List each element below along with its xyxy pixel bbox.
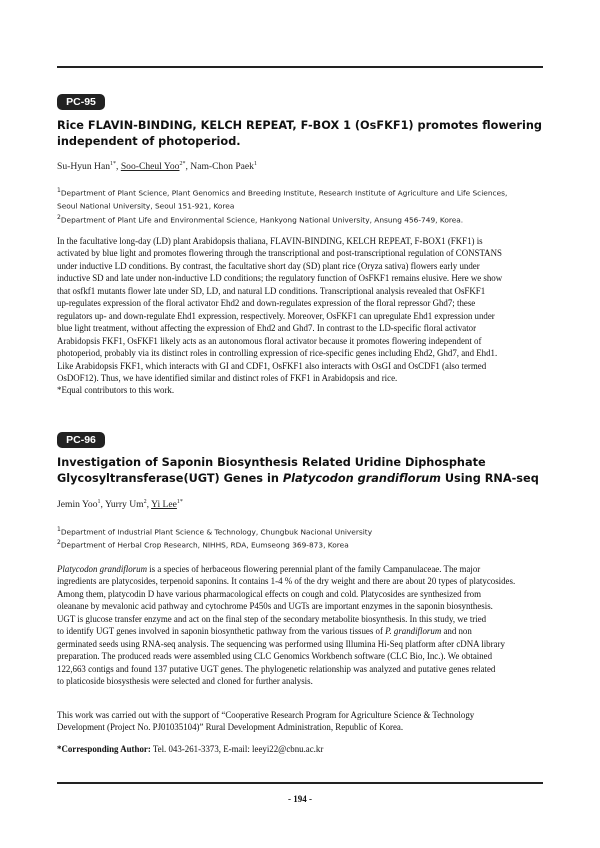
author: Soo-Cheul Yoo [120, 161, 180, 173]
author-sup: 2 [143, 499, 147, 505]
body-line: Like Arabidopsis FKF1, which interacts with GI and CDF1, OsFKF1 also interacts with OsGI and OsCDF1 (also termed [57, 360, 487, 371]
ack-line: This work was carried out with the support of “Cooperative Research Program for Agriculture Science & Technology [57, 710, 475, 720]
ack-line: Development (Project No. PJ01035104)” Rural Development Administration, Republic of Korea. [57, 722, 404, 733]
affiliation-line: $^2$Department of Herbal Crop Research, NIHHS, RDA, Eumseong 369-873, Korea [57, 539, 349, 550]
affiliations [57, 524, 547, 551]
author-sup: 1 [97, 499, 101, 505]
body-line: inductive SD and late under non-inductive LD conditions; the regulatory function of OsFKF1 remains elusive. Here we show [57, 273, 503, 284]
body-line: preparation. The produced reads were assembled using CLC Genomics Workbench software (CLC Bio, Inc.). We obtained [57, 651, 493, 662]
body-line: In the facultative long-day (LD) plant Arabidopsis thaliana, FLAVIN-BINDING, KELCH REPEAT, F-BOX1 (FKF1) is [57, 236, 483, 246]
body-line: under inductive LD conditions. By contrast, the facultative short day (SD) plant rice (Oryza sativa) flowers early under [57, 260, 480, 271]
author: Su-Hyun Han [57, 161, 111, 173]
author: Yurry Um [104, 499, 144, 511]
body-line: germinated seeds using RNA-seq analysis. The sequencing was performed using Illumina Hi-Seq platform after cDNA library [57, 638, 505, 649]
author-list: Jemin Yoo$^1$, Yurry Um$^2$, Yi Lee$^{1*}$ [57, 499, 183, 511]
acknowledgement [57, 709, 543, 734]
author: Jemin Yoo [57, 499, 98, 511]
affiliation-line: $^2$Department of Plant Life and Environmental Science, Hankyong National University, Ansung 456-749, Korea. [57, 213, 464, 225]
body-line: that osfkf1 mutants flower late under SD, LD, and natural LD conditions. Transcriptional analysis revealed that OsFKF1 [57, 285, 486, 296]
abstract-title [57, 455, 547, 487]
page-number: - 194 - [288, 794, 312, 804]
author-sup: 1* [176, 499, 183, 505]
affiliations [57, 185, 547, 225]
body-line: up-regulates expression of the floral activator Ehd2 and down-regulates expression of the floral repressor Ghd7; these [57, 298, 476, 309]
body-line: activated by blue light and promotes flowering through the transcriptional and post-transcriptional regulation of CONSTANS [57, 248, 502, 259]
body-line: to platicoside biosysthesis were selected and cloned for further analysis. [57, 676, 313, 687]
body-line: ingredients are platycosides, terpenoid saponins. It contains 1-4 % of the dry weight and there are about 20 types of platycosides. [57, 576, 516, 587]
body-line: oleanane by mevalonic acid pathway and cytochrome P450s and UGTs are important enzymes in the saponin biosynthesis. [57, 601, 493, 612]
author-sup: 1* [110, 161, 117, 167]
body-line: 122,663 contigs and found 137 putative UGT genes. The phylogenetic relationship was analyzed and putative genes related [57, 663, 496, 674]
abstract-title [57, 118, 547, 150]
author-sup: 2* [179, 161, 186, 167]
species-name: Platycodon grandiflorum [57, 564, 147, 574]
author-sup: 1 [253, 161, 257, 167]
author: Yi Lee [151, 499, 177, 511]
affiliation-line: Seoul National University, Seoul 151-921, Korea [57, 201, 235, 211]
body-line: to identify UGT genes involved in saponin biosynthetic pathway from the various tissues of P. grandiflorum and non [57, 626, 472, 637]
affiliation-line: $^1$Department of Plant Science, Plant Genomics and Breeding Institute, Research Institute of Agriculture and Life Sciences, [57, 187, 508, 198]
corresponding-label: *Corresponding Author: [57, 744, 151, 754]
corresponding-author [57, 744, 323, 754]
footnote-equal-contributors: *Equal contributors to this work. [57, 385, 175, 396]
affiliation-line: $^1$Department of Industrial Plant Science & Technology, Chungbuk Nacional University [57, 526, 373, 537]
corresponding-contact: Tel. 043-261-3373, E-mail: leeyi22@cbnu.ac.kr [150, 744, 324, 754]
title-line: Rice FLAVIN-BINDING, KELCH REPEAT, F-BOX 1 (OsFKF1) promotes flowering [57, 119, 543, 132]
abstract-body [57, 235, 543, 397]
body-line: UGT is glucose transfer enzyme and act on the final step of the secondary metabolite biosynthesis. In this study, we tried [57, 613, 487, 624]
body-line: OsDOF12). Thus, we have identified similar and distinct roles of FKF1 in Arabidopsis and rice. [57, 372, 398, 383]
bottom-rule [57, 782, 543, 784]
title-line: Investigation of Saponin Biosynthesis Related Uridine Diphosphate [57, 456, 486, 469]
abstract-body [57, 563, 543, 688]
abstract-id-badge: PC-95 [57, 94, 105, 110]
top-rule [57, 66, 543, 68]
species-name: P. grandiflorum [385, 626, 442, 637]
author: Nam-Chon Paek [190, 161, 254, 173]
species-name: Platycodon grandiflorum [282, 472, 441, 485]
body-line: regulators up- and down-regulate Ehd1 expression, respectively. Moreover, OsFKF1 can upregulate Ehd1 expression under [57, 310, 495, 321]
title-line: independent of photoperiod. [57, 135, 241, 148]
body-line: Among them, platycodin D have various pharmacological effects on cough and cold. Platycosides are synthesized from [57, 588, 481, 599]
body-line: Platycodon grandiflorum is a species of herbaceous flowering perennial plant of the family Campanulaceae. The major [57, 564, 481, 574]
title-line: Glycosyltransferase(UGT) Genes in Platycodon grandiflorum Using RNA-seq [57, 472, 539, 485]
author-list: Su-Hyun Han$^{1*}$, Soo-Cheul Yoo$^{2*}$, Nam-Chon Paek$^1$ [57, 161, 257, 173]
body-line: blue light treatment, without affecting the expression of Ehd2 and Ghd7. In contrast to the LD-specific floral activator [57, 323, 477, 334]
body-line: Arabidopsis FKF1, OsFKF1 likely acts as an autonomous floral activator because it promotes flowering independent of [57, 335, 482, 346]
abstract-id-badge: PC-96 [57, 432, 105, 448]
body-line: photoperiod, probably via its distinct roles in controlling expression of rice-specific genes including Ehd2, Ghd7, and Ehd1. [57, 348, 498, 359]
